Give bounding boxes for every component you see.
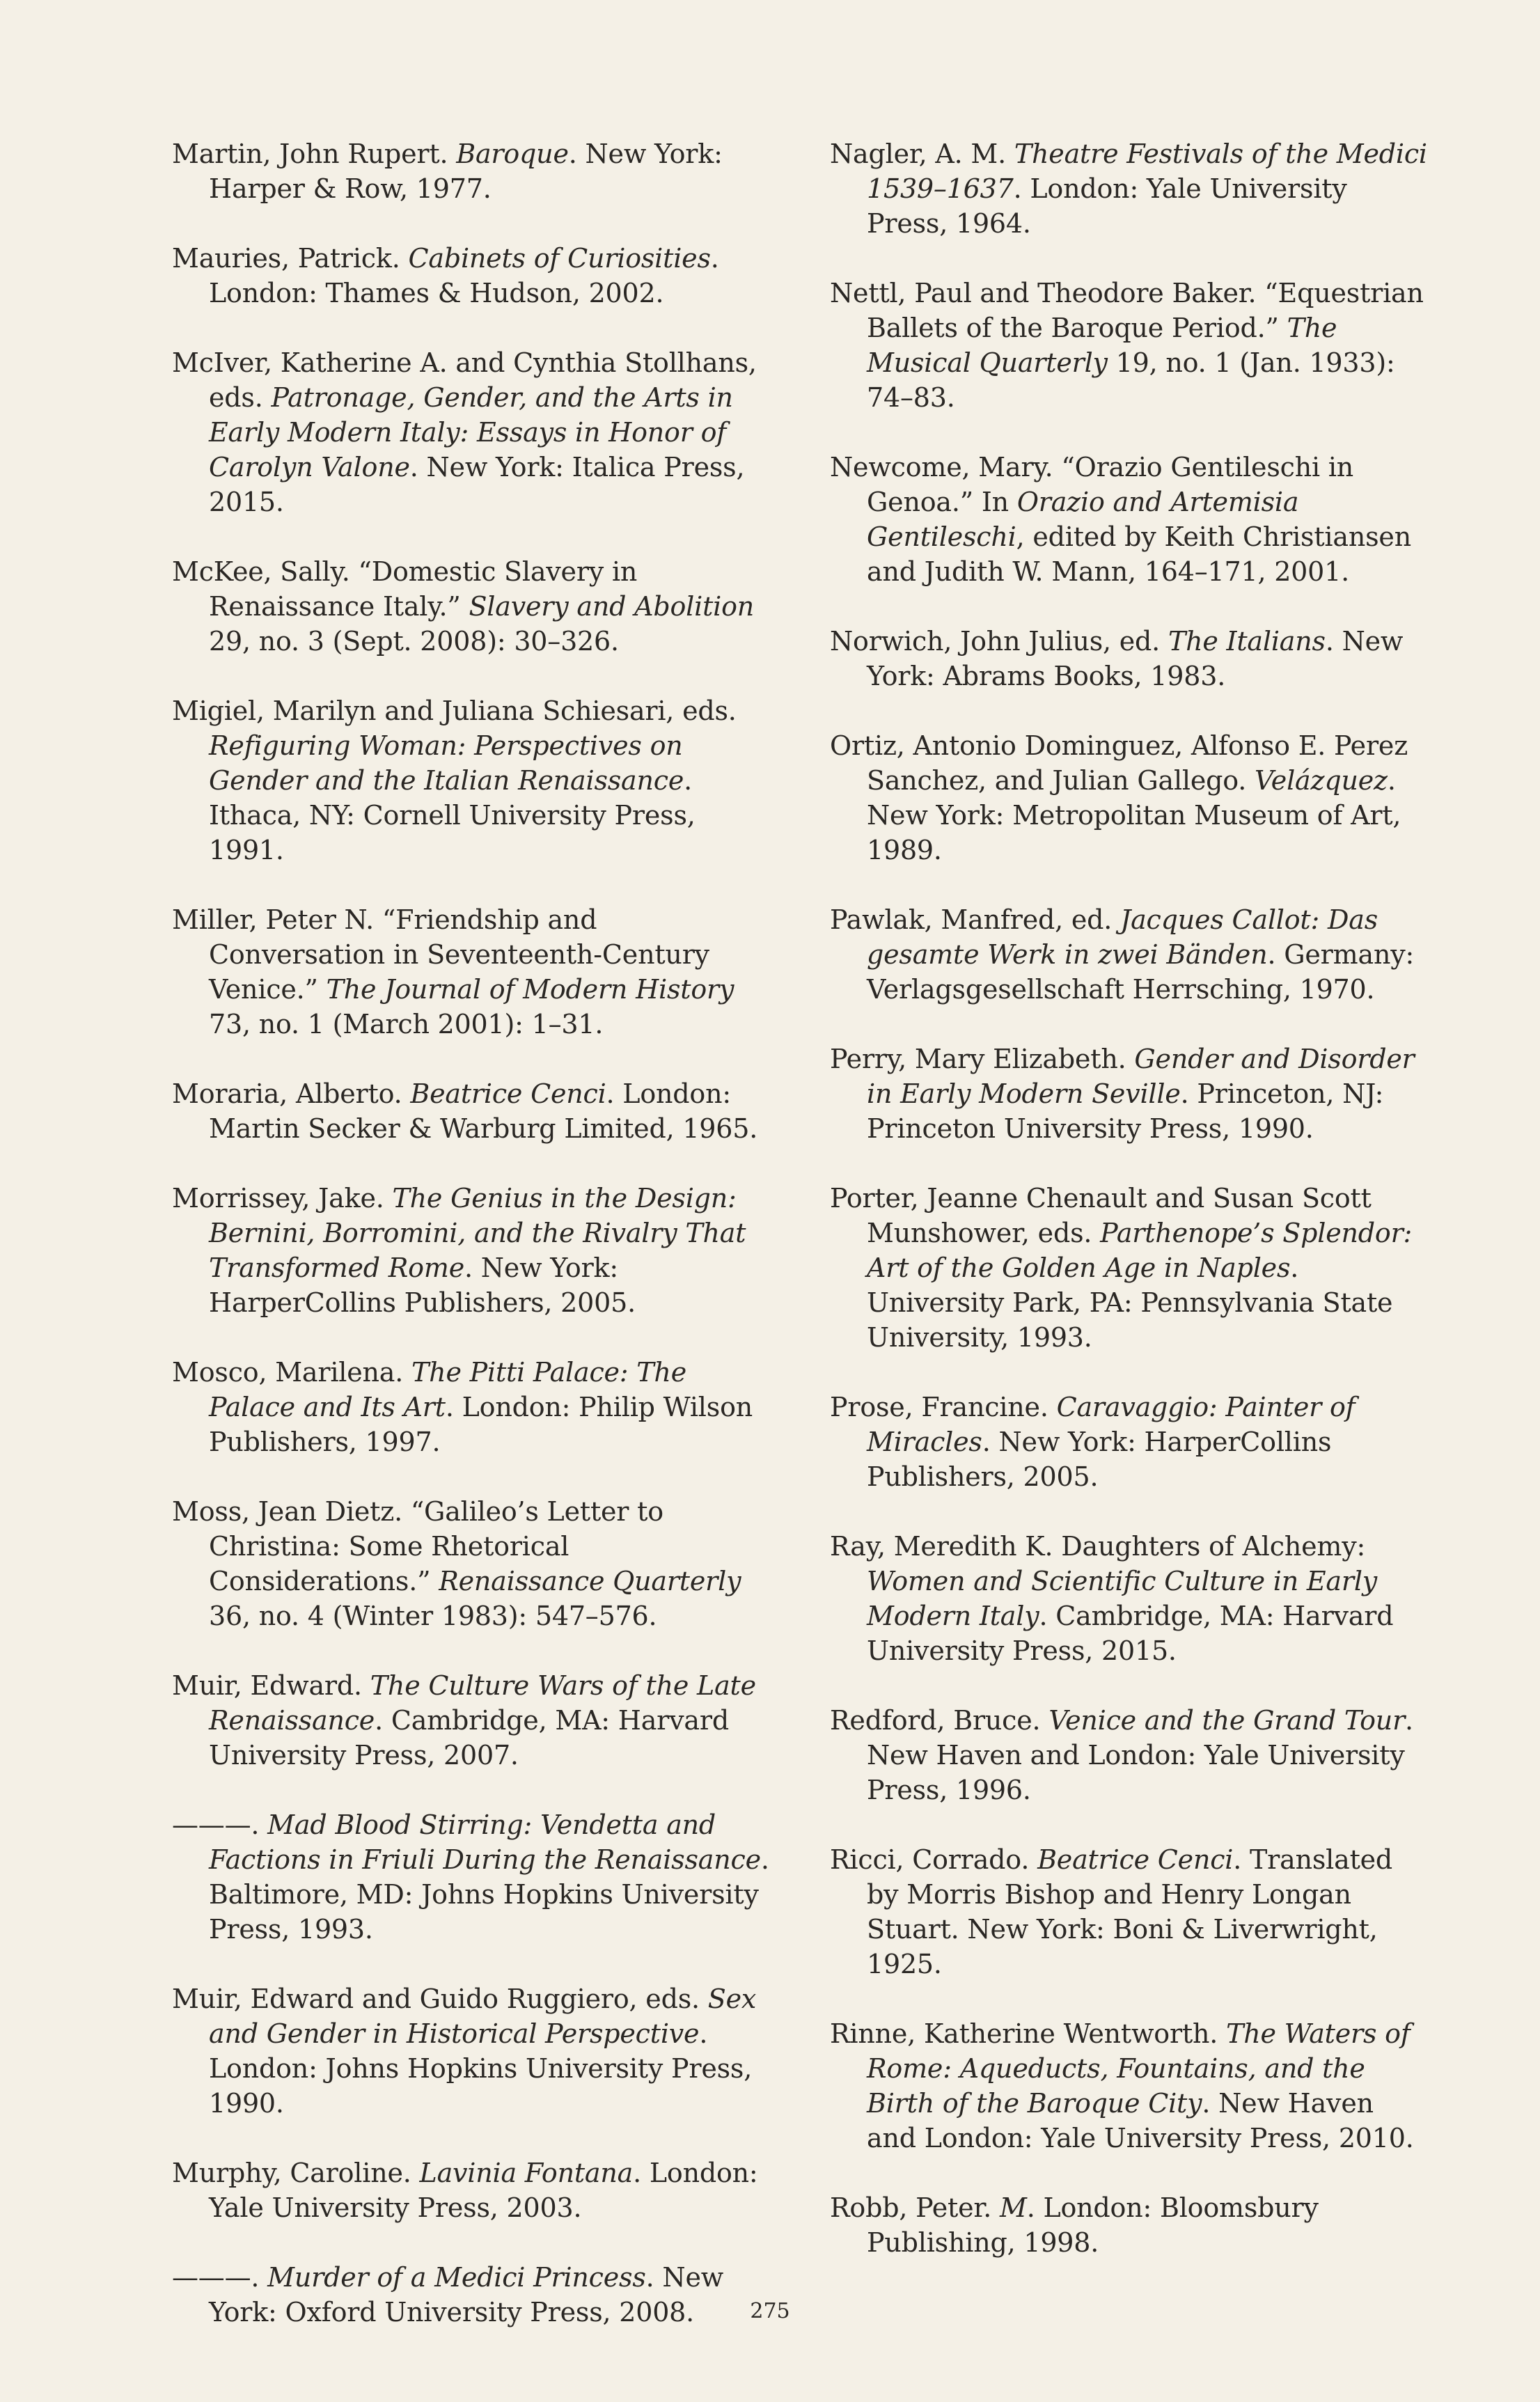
entry-title-text: Caravaggio: Painter of Miracles (867, 1392, 1356, 1457)
entry-text: . Germany: Verlagsgesellschaft Herrsching, 1970. (867, 939, 1415, 1005)
entry-text: Nettl, Paul and Theodore Baker. “Equestrian Ballets of the Baroque Period.” (830, 278, 1424, 343)
entry-title-text: The Journal of Modern History (326, 974, 734, 1005)
entry-text: . New York: Oxford University Press, 2008. (209, 2262, 724, 2328)
entry-title-text: Beatrice Cenci (410, 1078, 606, 1109)
bibliography-entry (172, 1181, 771, 1320)
entry-text: . University Park, PA: Pennsylvania State University, 1993. (867, 1253, 1393, 1353)
entry-title-text: Women and Scientific Culture in Early Modern Italy (867, 1566, 1378, 1631)
entry-text: Murphy, Caroline. (172, 2158, 420, 2188)
bibliography-entry (172, 902, 771, 1042)
entry-text: Newcome, Mary. “Orazio Gentileschi in Genoa.” In (830, 452, 1354, 517)
entry-text: Mauries, Patrick. (172, 243, 409, 274)
entry-text: . Princeton, NJ: Princeton University Press, 1990. (867, 1078, 1384, 1144)
bibliography-entry (172, 2156, 771, 2225)
entry-title-text: The Genius in the Design: Bernini, Borromini, and the Rivalry That Transformed Rome (209, 1183, 746, 1283)
bibliography-entry (830, 1842, 1429, 1981)
entry-title-text: Jacques Callot: Das gesamte Werk in zwei Bänden (867, 904, 1378, 970)
bibliography-entry (172, 1981, 771, 2121)
entry-text: . Ithaca, NY: Cornell University Press, 1991. (209, 765, 696, 865)
entry-title-text: Parthenope’s Splendor: Art of the Golden Age in Naples (867, 1218, 1413, 1283)
bibliography-entry (830, 1390, 1429, 1494)
entry-text: Moraria, Alberto. (172, 1078, 411, 1109)
entry-text: Muir, Edward and Guido Ruggiero, eds. (172, 1984, 708, 2014)
bibliography-entry (830, 1703, 1429, 1807)
entry-title-text: The Italians (1168, 626, 1326, 657)
entry-text: Miller, Peter N. “Friendship and Conversation in Seventeenth-Century Venice.” (172, 904, 709, 1005)
entry-title-text: Beatrice Cenci (1037, 1844, 1234, 1875)
entry-title-text: Patronage, Gender, and the Arts in Early Modern Italy: Essays in Honor of Carolyn Valone (209, 382, 733, 482)
bibliography-entry (172, 241, 771, 311)
entry-text: . New York: HarperCollins Publishers, 2005. (209, 1253, 636, 1318)
entry-text: 36, no. 4 (Winter 1983): 547–576. (209, 1601, 657, 1631)
entry-text: . London: Johns Hopkins University Press, 1990. (209, 2018, 753, 2119)
bibliography-entry (172, 1807, 771, 1947)
entry-text: Ortiz, Antonio Dominguez, Alfonso E. Perez Sanchez, and Julian Gallego. (830, 730, 1408, 796)
entry-text: . New Haven and London: Yale University Press, 2010. (867, 2088, 1414, 2153)
bibliography-entry (172, 554, 771, 659)
entry-title-text: Sex and Gender in Historical Perspective (209, 1984, 757, 2049)
entry-text: Mosco, Marilena. (172, 1357, 412, 1388)
entry-text: Robb, Peter. (830, 2192, 1000, 2223)
entry-title-text: Gender and Disorder in Early Modern Seville (867, 1044, 1415, 1109)
entry-title-text: The Culture Wars of the Late Renaissance (209, 1670, 756, 1736)
entry-text: Muir, Edward. (172, 1670, 370, 1701)
entry-text: Morrissey, Jake. (172, 1183, 393, 1214)
entry-title-text: Murder of a Medici Princess (267, 2262, 646, 2293)
entry-text: . New York: Metropolitan Museum of Art, 1989. (867, 765, 1401, 865)
entry-text: McIver, Katherine A. and Cynthia Stollhans, eds. (172, 347, 757, 413)
entry-text: Porter, Jeanne Chenault and Susan Scott Munshower, eds. (830, 1183, 1372, 1248)
bibliography-entry (830, 276, 1429, 415)
entry-title-text: Renaissance Quarterly (439, 1566, 741, 1596)
bibliography-entry (830, 2016, 1429, 2156)
entry-text: 19, no. 1 (Jan. 1933): 74–83. (867, 347, 1395, 413)
bibliography-entry (830, 450, 1429, 589)
bibliography-left-column (172, 136, 771, 2364)
entry-text: . Baltimore, MD: Johns Hopkins University Press, 1993. (209, 1844, 769, 1945)
entry-text: Migiel, Marilyn and Juliana Schiesari, eds. (172, 696, 737, 726)
bibliography-entry (172, 136, 771, 206)
bibliography-entry (172, 1494, 771, 1633)
entry-text: Perry, Mary Elizabeth. (830, 1044, 1135, 1074)
entry-text: . Cambridge, MA: Harvard University Press, 2015. (867, 1601, 1394, 1666)
entry-text: 73, no. 1 (March 2001): 1–31. (209, 1009, 604, 1039)
entry-text: Nagler, A. M. (830, 139, 1014, 169)
entry-title-text: Venice and the Grand Tour (1048, 1705, 1406, 1736)
entry-text: Prose, Francine. (830, 1392, 1057, 1422)
entry-title-text: Orazio and Artemisia Gentileschi (867, 487, 1299, 552)
entry-text: Martin, John Rupert. (172, 139, 457, 169)
entry-text: , edited by Keith Christiansen and Judith W. Mann, 164–171, 2001. (867, 521, 1411, 587)
bibliography-entry (830, 2190, 1429, 2260)
entry-text: . London: Yale University Press, 1964. (867, 173, 1347, 239)
bibliography-entry (172, 693, 771, 868)
entry-text: . New York: Abrams Books, 1983. (867, 626, 1404, 691)
entry-text: . Translated by Morris Bishop and Henry Longan Stuart. New York: Boni & Liverwright, 1925. (867, 1844, 1393, 1979)
bibliography-entry (172, 1076, 771, 1146)
entry-title-text: Velázquez (1255, 765, 1388, 796)
entry-text: . New Haven and London: Yale University Press, 1996. (867, 1705, 1413, 1805)
entry-text: 29, no. 3 (Sept. 2008): 30–326. (209, 626, 619, 657)
bibliography-entry (830, 1181, 1429, 1355)
entry-text: Ray, Meredith K. Daughters of Alchemy: (830, 1531, 1366, 1562)
entry-text: Ricci, Corrado. (830, 1844, 1038, 1875)
entry-text: . New York: Harper & Row, 1977. (209, 139, 723, 204)
entry-title-text: The Musical Quarterly (867, 313, 1337, 378)
bibliography-entry (172, 1355, 771, 1459)
entry-text: . London: Philip Wilson Publishers, 1997. (209, 1392, 753, 1457)
entry-title-text: Baroque (456, 139, 569, 169)
entry-title-text: Refiguring Woman: Perspectives on Gender and the Italian Renaissance (209, 730, 684, 796)
entry-title-text: Slavery and Abolition (469, 591, 755, 622)
entry-text: . London: Thames & Hudson, 2002. (209, 243, 719, 308)
entry-title-text: The Waters of Rome: Aqueducts, Fountains, and the Birth of the Baroque City (867, 2018, 1411, 2119)
bibliography-entry (830, 1529, 1429, 1668)
entry-text: McKee, Sally. “Domestic Slavery in Renaissance Italy.” (172, 556, 638, 622)
entry-title-text: The Pitti Palace: The Palace and Its Art (209, 1357, 686, 1422)
entry-title-text: Theatre Festivals of the Medici 1539–1637 (867, 139, 1427, 204)
entry-title-text: Lavinia Fontana (419, 2158, 634, 2188)
entry-text: ———. (172, 1810, 268, 1840)
entry-text: . New York: Italica Press, 2015. (209, 452, 745, 517)
entry-text: ———. (172, 2262, 268, 2293)
entry-title-text: Cabinets of Curiosities (408, 243, 711, 274)
entry-title-text: M (999, 2192, 1027, 2223)
entry-text: Redford, Bruce. (830, 1705, 1049, 1736)
entry-text: Norwich, John Julius, ed. (830, 626, 1168, 657)
bibliography-entry (830, 902, 1429, 1007)
bibliography-entry (830, 136, 1429, 241)
entry-text: . New York: HarperCollins Publishers, 2005. (867, 1427, 1332, 1492)
page-number: 275 (750, 2299, 790, 2323)
entry-text: . Cambridge, MA: Harvard University Press, 2007. (209, 1705, 729, 1771)
bibliography-entry (830, 624, 1429, 693)
entry-text: Rinne, Katherine Wentworth. (830, 2018, 1227, 2049)
bibliography-entry (172, 1668, 771, 1773)
entry-text: Pawlak, Manfred, ed. (830, 904, 1121, 935)
bibliography-entry (830, 1042, 1429, 1146)
entry-title-text: Mad Blood Stirring: Vendetta and Factions in Friuli During the Renaissance (209, 1810, 761, 1875)
bibliography-entry (172, 345, 771, 519)
entry-text: . London: Bloomsbury Publishing, 1998. (867, 2192, 1319, 2258)
entry-text: . London: Martin Secker & Warburg Limited, 1965. (209, 1078, 758, 1144)
bibliography-entry (830, 728, 1429, 868)
bibliography-right-column (830, 136, 1429, 2295)
entry-text: . London: Yale University Press, 2003. (209, 2158, 758, 2223)
entry-text: Moss, Jean Dietz. “Galileo’s Letter to Christina: Some Rhetorical Considerations.” (172, 1496, 663, 1596)
